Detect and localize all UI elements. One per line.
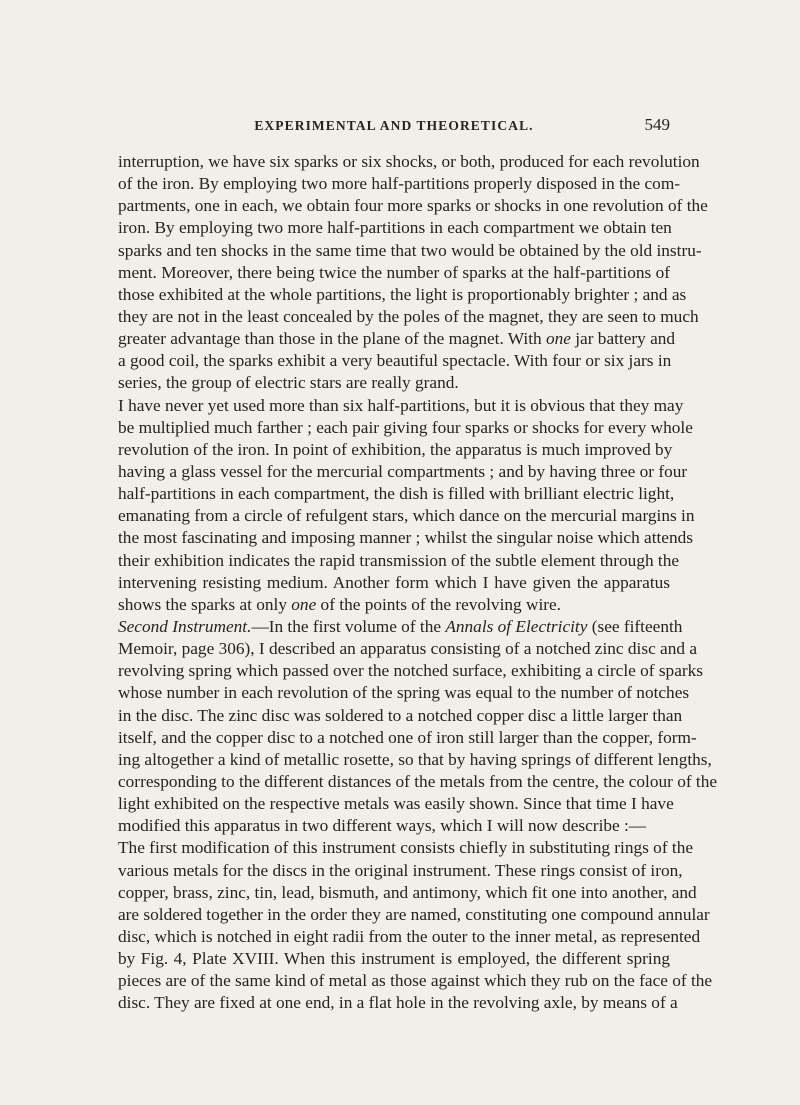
- line-text: jar battery and: [570, 329, 676, 349]
- italic-text: one: [545, 329, 571, 349]
- line-text: their exhibition indicates the rapid transmission of the subtle element through the: [118, 550, 680, 570]
- line-text: (see fifteenth: [587, 616, 683, 636]
- text-line: [118, 527, 693, 549]
- line-text: be multiplied much farther ; each pair giving four sparks or shocks for every whole: [118, 417, 693, 437]
- text-line: [118, 660, 703, 682]
- text-line: [118, 240, 702, 262]
- line-text: The first modification of this instrument consists chiefly in substituting rings of the: [118, 838, 694, 858]
- text-line: [118, 992, 678, 1014]
- text-line: [118, 350, 670, 372]
- text-line: [118, 948, 670, 970]
- page-number: 549: [644, 115, 670, 134]
- text-line: [118, 860, 683, 882]
- line-text: a good coil, the sparks exhibit a very beautiful spectacle. With four or six jars in: [118, 351, 672, 371]
- line-text: modified this apparatus in two different ways, which I will now describe :—: [118, 816, 647, 836]
- text-line: [118, 926, 701, 948]
- line-text: are soldered together in the order they are named, constituting one compound annular: [118, 904, 710, 924]
- text-line: [118, 572, 670, 594]
- text-line: [118, 749, 712, 771]
- body-text: [118, 151, 718, 1014]
- line-text: of the iron. By employing two more half-partitions properly disposed in the com-: [118, 174, 681, 194]
- text-line: [118, 306, 699, 328]
- line-text: partments, one in each, we obtain four more sparks or shocks in one revolution of the: [118, 196, 708, 216]
- text-line: [118, 837, 694, 859]
- line-text: revolving spring which passed over the notched surface, exhibiting a circle of sparks: [118, 661, 703, 681]
- line-text: of the points of the revolving wire.: [316, 594, 561, 614]
- running-head: [118, 115, 670, 142]
- line-text: iron. By employing two more half-partitions in each compartment we obtain ten: [118, 218, 672, 238]
- line-text: greater advantage than those in the plane of the magnet. With: [118, 329, 546, 349]
- line-text: —In the first volume of the: [251, 616, 446, 636]
- line-text: ment. Moreover, there being twice the number of sparks at the half-partitions of: [118, 262, 670, 282]
- text-line: [118, 328, 676, 350]
- line-text: they are not in the least concealed by the poles of the magnet, they are seen to much: [118, 306, 699, 326]
- text-line: [118, 439, 673, 461]
- text-line: [118, 505, 695, 527]
- line-text: corresponding to the different distances of the metals from the centre, the colour of the: [118, 771, 718, 791]
- line-text: copper, brass, zinc, tin, lead, bismuth, and antimony, which fit one into another, and: [118, 882, 697, 902]
- text-line: [118, 771, 718, 793]
- text-line: [118, 904, 710, 926]
- line-text: by Fig. 4, Plate XVIII. When this instrument is employed, the different spring: [118, 949, 670, 969]
- text-line: [118, 550, 680, 572]
- line-text: disc. They are fixed at one end, in a flat hole in the revolving axle, by means of a: [118, 993, 678, 1013]
- text-line: [118, 151, 700, 173]
- italic-text: Second Instrument.: [118, 616, 252, 636]
- line-text: various metals for the discs in the original instrument. These rings consist of iron,: [118, 860, 683, 880]
- line-text: series, the group of electric stars are really grand.: [118, 373, 459, 393]
- text-line: [118, 395, 684, 417]
- text-line: [118, 461, 688, 483]
- line-text: I have never yet used more than six half-partitions, but it is obvious that they may: [118, 395, 684, 415]
- line-text: sparks and ten shocks in the same time that two would be obtained by the old instru-: [118, 240, 702, 260]
- line-text: interruption, we have six sparks or six shocks, or both, produced for each revolution: [118, 152, 700, 171]
- line-text: in the disc. The zinc disc was soldered to a notched copper disc a little larger than: [118, 705, 683, 725]
- line-text: revolution of the iron. In point of exhibition, the apparatus is much improved by: [118, 439, 673, 459]
- text-line: [118, 882, 697, 904]
- text-line: [118, 284, 687, 306]
- line-text: Memoir, page 306), I described an apparatus consisting of a notched zinc disc and a: [118, 639, 697, 659]
- text-line: [118, 638, 697, 660]
- line-text: having a glass vessel for the mercurial compartments ; and by having three or four: [118, 461, 688, 481]
- line-text: those exhibited at the whole partitions, the light is proportionably brighter ; and as: [118, 284, 687, 304]
- text-line: [118, 815, 670, 837]
- line-text: emanating from a circle of refulgent stars, which dance on the mercurial margins in: [118, 506, 695, 526]
- text-line: [118, 727, 697, 749]
- line-text: itself, and the copper disc to a notched one of iron still larger than the copper, form-: [118, 727, 697, 747]
- line-text: half-partitions in each compartment, the dish is filled with brilliant electric light,: [118, 484, 675, 504]
- line-text: disc, which is notched in eight radii from the outer to the inner metal, as represented: [118, 926, 701, 946]
- line-text: intervening resisting medium. Another form which I have given the apparatus: [118, 572, 670, 592]
- text-line: [118, 217, 670, 239]
- text-line: [118, 793, 674, 815]
- text-line: [118, 594, 670, 616]
- italic-text: one: [291, 594, 317, 614]
- text-line: [118, 682, 690, 704]
- line-text: pieces are of the same kind of metal as those against which they rub on the face of the: [118, 971, 713, 991]
- italic-text: Annals of Electricity: [445, 616, 588, 636]
- line-text: shows the sparks at only: [118, 594, 292, 614]
- line-text: ing altogether a kind of metallic rosette, so that by having springs of different lengths,: [118, 749, 712, 769]
- text-line: [118, 616, 683, 638]
- text-line: [118, 483, 675, 505]
- text-line: [118, 173, 681, 195]
- line-text: the most fascinating and imposing manner ; whilst the singular noise which attends: [118, 528, 693, 548]
- text-line: [118, 372, 670, 394]
- running-title: EXPERIMENTAL AND THEORETICAL.: [254, 118, 534, 133]
- text-line: [118, 705, 683, 727]
- line-text: whose number in each revolution of the spring was equal to the number of notches: [118, 683, 690, 703]
- text-line: [118, 195, 708, 217]
- text-line: [118, 262, 670, 284]
- text-line: [118, 417, 693, 439]
- line-text: light exhibited on the respective metals was easily shown. Since that time I have: [118, 794, 674, 814]
- text-line: [118, 970, 713, 992]
